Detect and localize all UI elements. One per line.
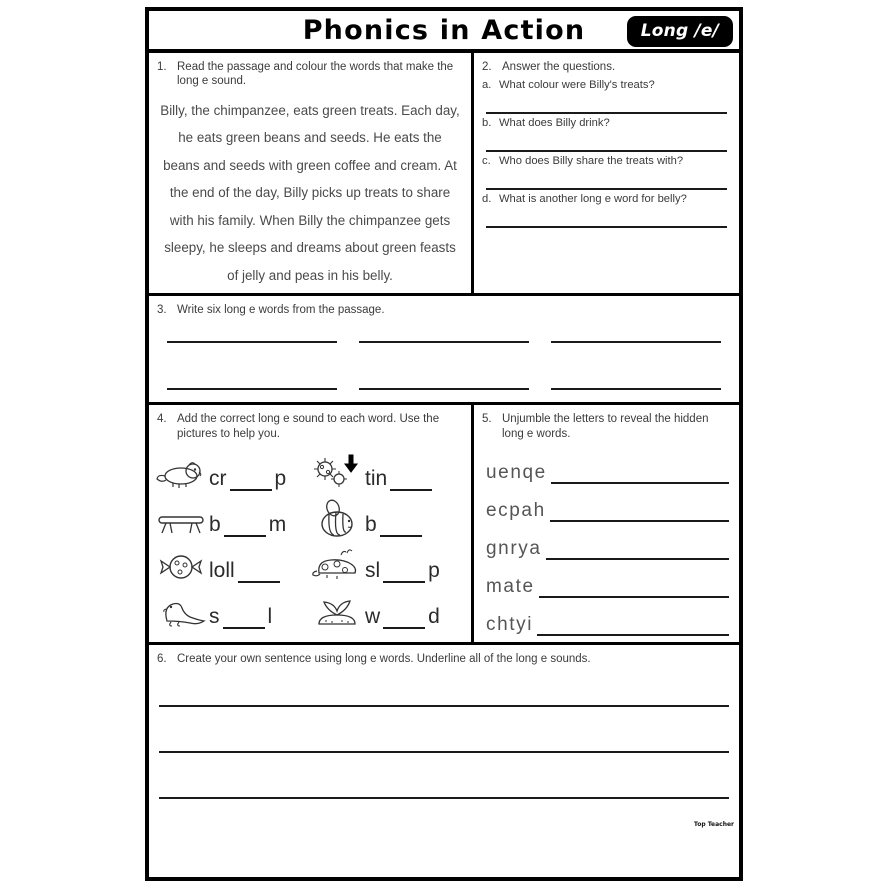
section-6 [149, 645, 739, 829]
section-4-number: 4. [157, 413, 167, 426]
picture-word-grid [149, 443, 471, 639]
jumble-word: uenqe [486, 462, 547, 484]
sound-blank[interactable] [383, 613, 425, 629]
word-suffix: p [274, 467, 287, 491]
question-a [474, 76, 739, 114]
answer-line-d[interactable] [486, 226, 727, 228]
question-d-letter: d. [482, 193, 492, 206]
question-c [474, 152, 739, 190]
word-suffix: d [428, 605, 440, 629]
jumble-answer-line[interactable] [546, 542, 729, 560]
word-blank-row-1 [149, 340, 739, 343]
word-sleep [365, 559, 440, 585]
weed-plant-icon [311, 591, 363, 631]
section-3-heading [149, 296, 739, 319]
picture-word-row [155, 447, 467, 493]
jumble-answer-line[interactable] [539, 580, 729, 598]
picture-word-item [311, 591, 467, 631]
jumble-list [474, 443, 739, 642]
picture-word-row [155, 539, 467, 585]
word-lolly [209, 559, 283, 585]
jumble-word: mate [486, 576, 535, 598]
word-suffix: p [428, 559, 440, 583]
word-blank[interactable] [551, 387, 721, 390]
picture-word-item [155, 591, 311, 631]
word-blank[interactable] [551, 340, 721, 343]
brand-logo: Top Teacher [693, 821, 734, 829]
section-5-instruction: Unjumble the letters to reveal the hidden long e words. [502, 413, 709, 440]
word-bee [365, 513, 425, 539]
section-6-instruction: Create your own sentence using long e words. Underline all of the long e sounds. [177, 653, 591, 666]
section-2-heading [474, 53, 739, 76]
picture-word-item [311, 545, 467, 585]
section-3 [149, 296, 739, 405]
word-blank[interactable] [167, 387, 337, 390]
section-3-instruction: Write six long e words from the passage. [177, 304, 385, 317]
picture-word-item [311, 499, 467, 539]
jumble-answer-line[interactable] [537, 618, 729, 636]
sleeping-cow-icon [311, 545, 363, 585]
reading-passage: Billy, the chimpanzee, eats green treats. Each day, he eats green beans and seeds. He eats the beans and seeds with green coffee and cream. At the end of the day, Billy picks up treats to share with his family. When Billy the chimpanzee gets sleepy, he sleeps and dreams about green feasts of jelly and peas in his belly. [160, 102, 460, 283]
question-d-text: What is another long e word for belly? [499, 193, 687, 206]
section-4-instruction: Add the correct long e sound to each word. Use the pictures to help you. [177, 413, 440, 440]
sound-blank[interactable] [224, 521, 266, 537]
jumble-word: chtyi [486, 614, 534, 636]
page-title: Phonics in Action [302, 14, 586, 46]
sound-blank[interactable] [223, 613, 265, 629]
section-5-number: 5. [482, 413, 492, 426]
jumble-answer-line[interactable] [551, 466, 729, 484]
picture-word-row [155, 493, 467, 539]
section-1-instruction: Read the passage and colour the words that make the long e sound. [177, 61, 454, 88]
word-blank[interactable] [167, 340, 337, 343]
word-prefix: sl [365, 559, 381, 583]
word-prefix: s [209, 605, 220, 629]
word-blank-row-2 [149, 387, 739, 390]
word-beam [209, 513, 286, 539]
word-creep [209, 467, 286, 493]
sound-blank[interactable] [390, 475, 432, 491]
question-b [474, 114, 739, 152]
sound-blank[interactable] [238, 567, 280, 583]
sound-blank[interactable] [383, 567, 425, 583]
sentence-line[interactable] [159, 797, 729, 799]
picture-word-item [155, 499, 311, 539]
worksheet-page [145, 7, 743, 881]
jumble-word: gnrya [486, 538, 542, 560]
section-5 [474, 405, 739, 642]
word-prefix: cr [209, 467, 227, 491]
section-2-number: 2. [482, 61, 492, 73]
word-suffix: m [268, 513, 287, 537]
jumble-item [486, 446, 729, 484]
jumble-item [486, 522, 729, 560]
question-b-letter: b. [482, 117, 492, 130]
sound-blank[interactable] [230, 475, 272, 491]
beaver-icon [155, 453, 207, 493]
picture-word-row [155, 585, 467, 631]
section-4 [149, 405, 474, 642]
picture-word-item [311, 453, 467, 493]
jumble-item [486, 560, 729, 598]
section-2-instruction: Answer the questions. [502, 61, 616, 73]
jumble-word: ecpah [486, 500, 546, 522]
section-row-4-5 [149, 405, 739, 645]
worksheet-header [149, 11, 739, 53]
word-blank[interactable] [359, 340, 529, 343]
section-4-heading [149, 405, 471, 443]
word-tiny [365, 467, 435, 493]
section-5-heading [474, 405, 739, 443]
bee-icon [311, 499, 363, 539]
picture-word-item [155, 453, 311, 493]
section-6-heading [149, 645, 739, 668]
status-badge: Long /e/ [627, 16, 733, 47]
section-2 [474, 53, 739, 293]
word-prefix: b [365, 513, 377, 537]
word-prefix: loll [209, 559, 235, 583]
word-seal [209, 605, 272, 631]
jumble-item [486, 484, 729, 522]
section-1 [149, 53, 474, 293]
seal-icon [155, 591, 207, 631]
word-prefix: b [209, 513, 221, 537]
picture-word-item [155, 545, 311, 585]
question-a-text: What colour were Billy's treats? [499, 79, 655, 92]
question-c-text: Who does Billy share the treats with? [499, 155, 684, 168]
question-d [474, 190, 739, 228]
lolly-candy-icon [155, 545, 207, 585]
jumble-item [486, 598, 729, 636]
section-3-number: 3. [157, 304, 167, 317]
question-a-letter: a. [482, 79, 492, 92]
section-1-number: 1. [157, 61, 167, 73]
word-weed [365, 605, 440, 631]
section-1-heading [149, 53, 471, 91]
question-c-letter: c. [482, 155, 491, 168]
word-prefix: tin [365, 467, 388, 491]
word-blank[interactable] [359, 387, 529, 390]
sound-blank[interactable] [380, 521, 422, 537]
beam-bench-icon [155, 499, 207, 539]
question-b-text: What does Billy drink? [499, 117, 610, 130]
word-prefix: w [365, 605, 381, 629]
jumble-answer-line[interactable] [550, 504, 729, 522]
section-6-number: 6. [157, 653, 167, 666]
word-suffix: l [267, 605, 273, 629]
section-row-1-2 [149, 53, 739, 296]
germs-arrow-icon [311, 453, 363, 493]
